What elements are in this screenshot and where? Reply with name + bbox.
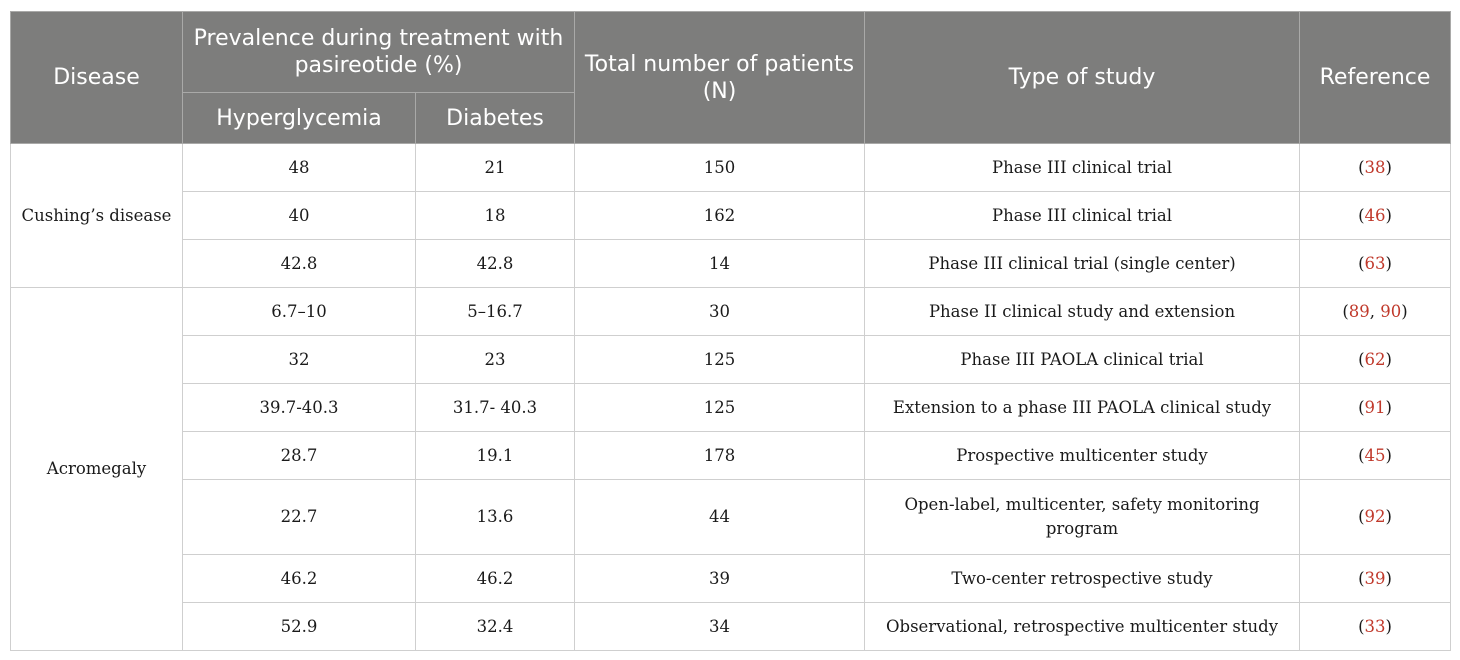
reference-link[interactable]: 91 — [1364, 397, 1386, 417]
diabetes-cell: 42.8 — [416, 240, 575, 288]
paren-close: ) — [1385, 568, 1392, 588]
paren-open: ( — [1358, 445, 1365, 465]
paren-open: ( — [1358, 507, 1365, 526]
total-patients-cell: 14 — [575, 240, 865, 288]
reference-link[interactable]: 38 — [1364, 157, 1386, 177]
study-type-cell: Extension to a phase III PAOLA clinical study — [865, 384, 1300, 432]
hyperglycemia-cell: 32 — [183, 336, 416, 384]
study-type-cell: Observational, retrospective multicenter study — [865, 603, 1300, 651]
diabetes-cell: 46.2 — [416, 555, 575, 603]
total-patients-cell: 44 — [575, 480, 865, 555]
hyperglycemia-cell: 22.7 — [183, 480, 416, 555]
ref-separator: , — [1369, 301, 1381, 321]
reference-cell — [1300, 336, 1451, 384]
study-type-cell: Phase III clinical trial (single center) — [865, 240, 1300, 288]
table-body — [11, 144, 1451, 651]
reference-cell — [1300, 555, 1451, 603]
paren-close: ) — [1385, 349, 1392, 369]
header-prevalence: Prevalence during treatment with pasireotide (%) — [183, 12, 575, 93]
paren-close: ) — [1385, 205, 1392, 225]
hyperglycemia-cell: 28.7 — [183, 432, 416, 480]
diabetes-cell: 21 — [416, 144, 575, 192]
paren-open: ( — [1358, 568, 1365, 588]
hyperglycemia-cell: 52.9 — [183, 603, 416, 651]
reference-link[interactable]: 62 — [1364, 349, 1386, 369]
total-patients-cell: 30 — [575, 288, 865, 336]
paren-open: ( — [1358, 616, 1365, 636]
table-header — [11, 12, 1451, 144]
reference-link[interactable]: 45 — [1364, 445, 1386, 465]
diabetes-cell: 31.7- 40.3 — [416, 384, 575, 432]
diabetes-cell: 32.4 — [416, 603, 575, 651]
table-row — [11, 192, 1451, 240]
reference-cell — [1300, 432, 1451, 480]
total-patients-cell: 39 — [575, 555, 865, 603]
reference-cell — [1300, 144, 1451, 192]
study-type-cell: Phase III PAOLA clinical trial — [865, 336, 1300, 384]
header-type-of-study: Type of study — [865, 12, 1300, 144]
diabetes-cell: 5–16.7 — [416, 288, 575, 336]
paren-close: ) — [1401, 301, 1408, 321]
diabetes-cell: 19.1 — [416, 432, 575, 480]
hyperglycemia-cell: 40 — [183, 192, 416, 240]
reference-cell — [1300, 480, 1451, 555]
paren-open: ( — [1358, 349, 1365, 369]
disease-cell: Cushing’s disease — [11, 144, 183, 288]
diabetes-cell: 13.6 — [416, 480, 575, 555]
total-patients-cell: 178 — [575, 432, 865, 480]
reference-link[interactable]: 92 — [1364, 507, 1386, 526]
table-row — [11, 432, 1451, 480]
reference-link[interactable]: 90 — [1380, 301, 1402, 321]
table-row — [11, 603, 1451, 651]
paren-close: ) — [1385, 507, 1392, 526]
table-row — [11, 384, 1451, 432]
reference-cell — [1300, 240, 1451, 288]
reference-link[interactable]: 46 — [1364, 205, 1386, 225]
hyperglycemia-cell: 39.7-40.3 — [183, 384, 416, 432]
study-type-cell: Phase III clinical trial — [865, 144, 1300, 192]
total-patients-cell: 162 — [575, 192, 865, 240]
total-patients-cell: 125 — [575, 336, 865, 384]
diabetes-cell: 23 — [416, 336, 575, 384]
header-total-patients: Total number of patients (N) — [575, 12, 865, 144]
table-row — [11, 288, 1451, 336]
hyperglycemia-cell: 46.2 — [183, 555, 416, 603]
table-row — [11, 555, 1451, 603]
total-patients-cell: 34 — [575, 603, 865, 651]
study-type-cell: Phase II clinical study and extension — [865, 288, 1300, 336]
disease-cell: Acromegaly — [11, 288, 183, 651]
paren-open: ( — [1342, 301, 1349, 321]
paren-close: ) — [1385, 157, 1392, 177]
paren-close: ) — [1385, 397, 1392, 417]
total-patients-cell: 125 — [575, 384, 865, 432]
paren-close: ) — [1385, 253, 1392, 273]
hyperglycemia-cell: 6.7–10 — [183, 288, 416, 336]
table-row — [11, 144, 1451, 192]
hyperglycemia-cell: 48 — [183, 144, 416, 192]
reference-link[interactable]: 33 — [1364, 616, 1386, 636]
reference-link[interactable]: 39 — [1364, 568, 1386, 588]
header-disease: Disease — [11, 12, 183, 144]
prevalence-table — [10, 11, 1451, 651]
paren-close: ) — [1385, 445, 1392, 465]
paren-open: ( — [1358, 253, 1365, 273]
study-type-cell: Phase III clinical trial — [865, 192, 1300, 240]
study-type-cell: Open-label, multicenter, safety monitoring program — [865, 480, 1300, 555]
table-row — [11, 480, 1451, 555]
reference-link[interactable]: 63 — [1364, 253, 1386, 273]
paren-open: ( — [1358, 397, 1365, 417]
table-row — [11, 240, 1451, 288]
diabetes-cell: 18 — [416, 192, 575, 240]
header-reference: Reference — [1300, 12, 1451, 144]
header-hyperglycemia: Hyperglycemia — [183, 93, 416, 144]
reference-cell — [1300, 384, 1451, 432]
paren-open: ( — [1358, 205, 1365, 225]
reference-cell — [1300, 192, 1451, 240]
reference-cell — [1300, 288, 1451, 336]
reference-cell — [1300, 603, 1451, 651]
study-type-cell: Two-center retrospective study — [865, 555, 1300, 603]
table-row — [11, 336, 1451, 384]
reference-link[interactable]: 89 — [1348, 301, 1370, 321]
total-patients-cell: 150 — [575, 144, 865, 192]
header-diabetes: Diabetes — [416, 93, 575, 144]
paren-open: ( — [1358, 157, 1365, 177]
study-type-cell: Prospective multicenter study — [865, 432, 1300, 480]
hyperglycemia-cell: 42.8 — [183, 240, 416, 288]
paren-close: ) — [1385, 616, 1392, 636]
